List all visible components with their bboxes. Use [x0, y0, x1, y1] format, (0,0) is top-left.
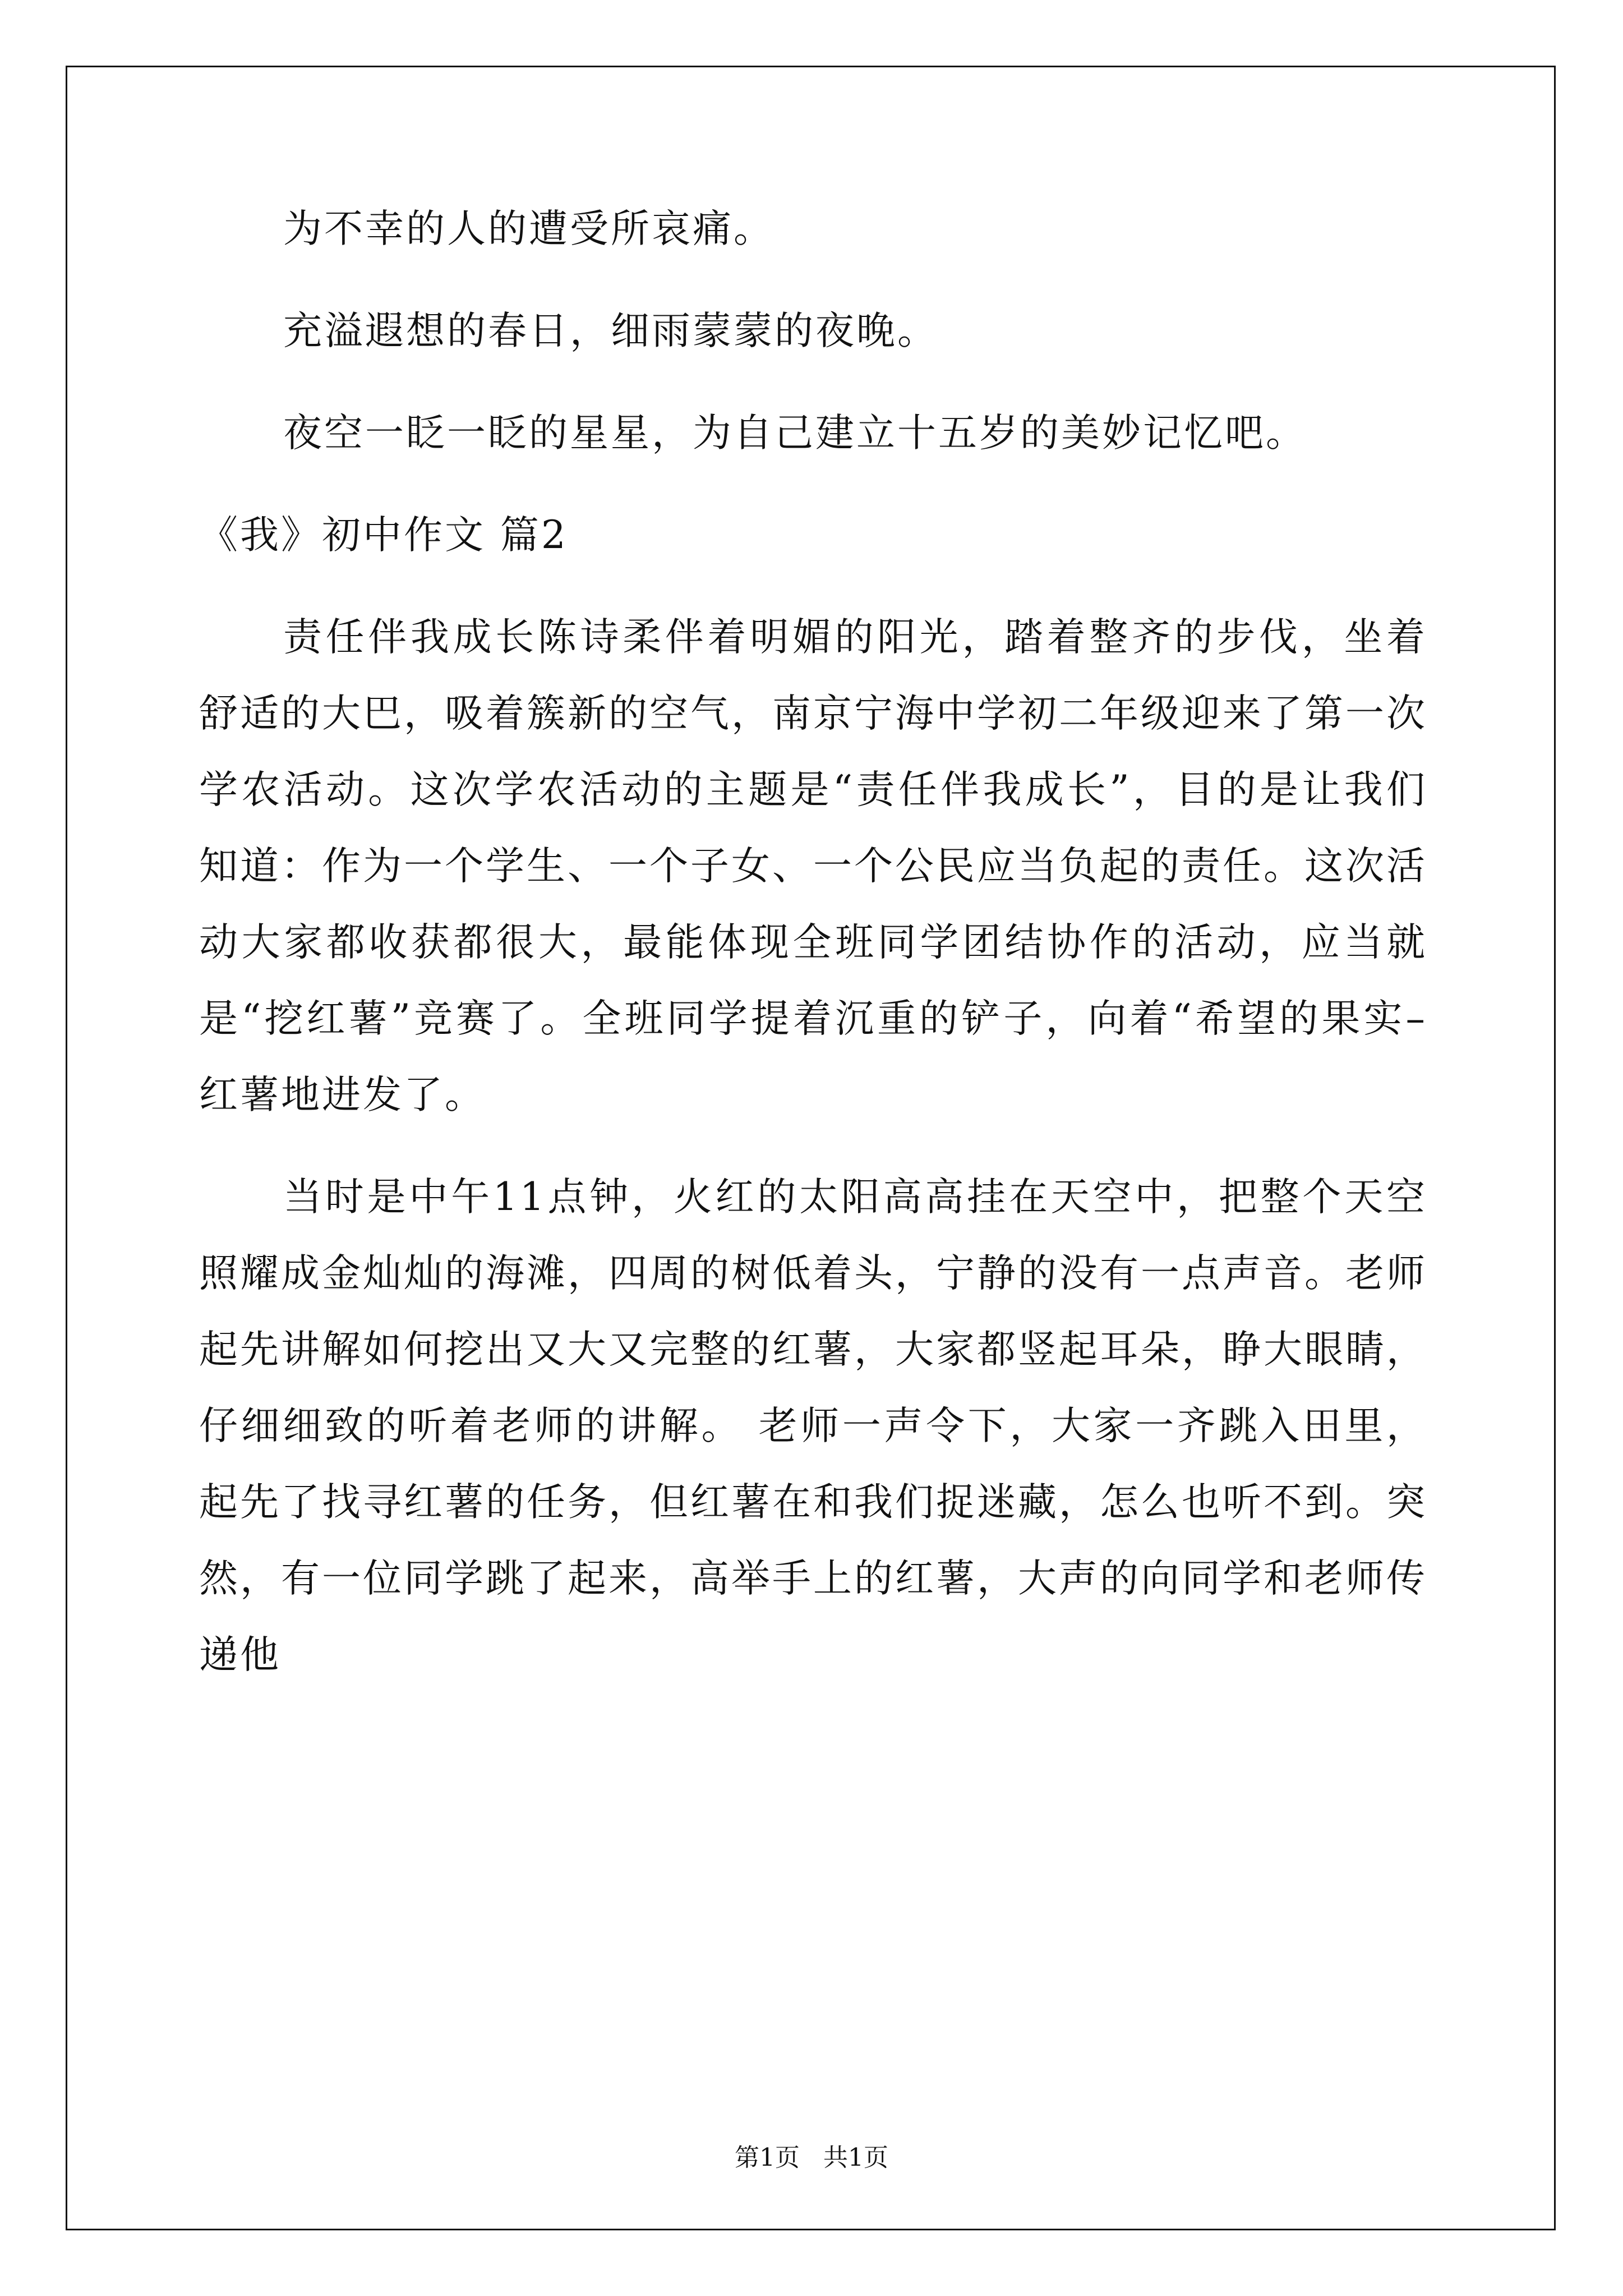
page-total: 共1页 [823, 2143, 888, 2172]
page-number: 第1页 [735, 2143, 800, 2172]
page-footer [0, 2137, 1623, 2173]
document-body [199, 191, 1427, 1693]
body-line: 夜空一眨一眨的星星，为自己建立十五岁的美妙记忆吧。 [283, 411, 1307, 455]
section-heading: 《我》初中作文 篇2 [199, 513, 568, 558]
body-paragraph: 责任伴我成长陈诗柔伴着明媚的阳光，踏着整齐的步伐，坐着舒适的大巴，吸着簇新的空气，南京宁海中学初二年级迎来了第一次学农活动。这次学农活动的主题是“责任伴我成长”，目的是让我们知道：作为一个学生、一个子女、一个公民应当负起的责任。这次活动大家都收获都很大，最能体现全班同学团结协作的活动，应当就是“挖红薯”竞赛了。全班同学提着沉重的铲子，向着“希望的果实–红薯地进发了。 [199, 615, 1427, 1117]
body-paragraph: 当时是中午11点钟，火红的太阳高高挂在天空中，把整个天空照耀成金灿灿的海滩，四周的树低着头，宁静的没有一点声音。老师起先讲解如何挖出又大又完整的红薯，大家都竖起耳朵，睁大眼睛，仔细细致的听着老师的讲解。 老师一声令下，大家一齐跳入田里，起先了找寻红薯的任务，但红薯在和我们捉迷藏，怎么也听不到。突然，有一位同学跳了起来，高举手上的红薯，大声的向同学和老师传递他 [199, 1175, 1427, 1677]
body-line: 为不幸的人的遭受所哀痛。 [283, 206, 774, 251]
body-line: 充溢遐想的春日，细雨蒙蒙的夜晚。 [283, 309, 938, 353]
